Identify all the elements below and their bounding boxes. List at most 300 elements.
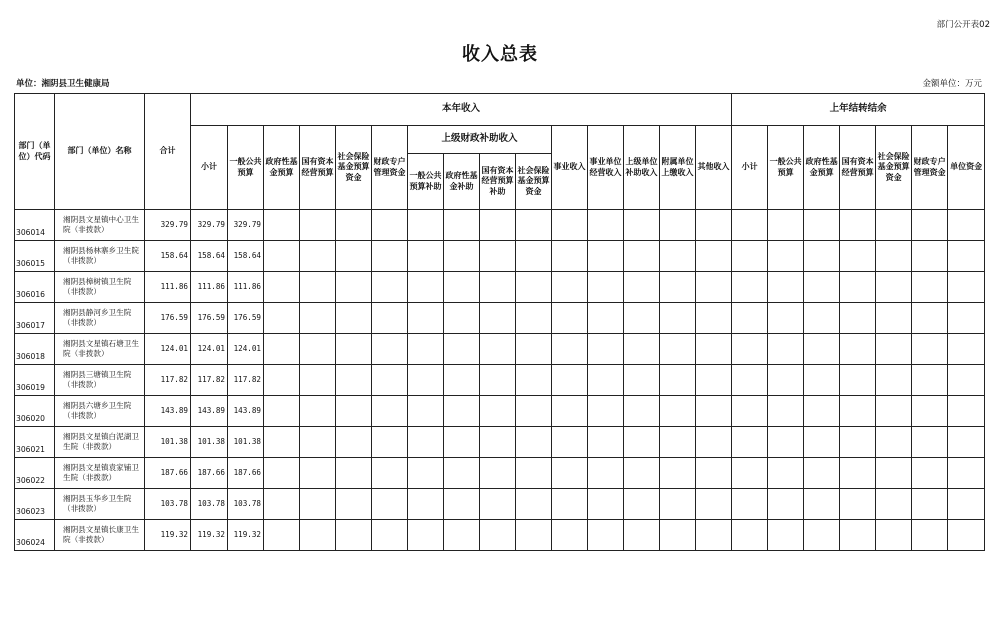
empty-cell [876, 365, 912, 396]
empty-cell [660, 210, 696, 241]
empty-cell [516, 520, 552, 551]
empty-cell [588, 365, 624, 396]
row-name-cell: 湘阴县杨林寨乡卫生院（非拨款） [55, 241, 145, 272]
empty-cell [552, 427, 588, 458]
empty-cell [732, 241, 768, 272]
empty-cell [552, 458, 588, 489]
row-subtotal-cell: 119.32 [191, 520, 228, 551]
empty-cell [336, 365, 372, 396]
empty-cell [768, 489, 804, 520]
empty-cell [804, 520, 840, 551]
empty-cell [516, 396, 552, 427]
empty-cell [264, 241, 300, 272]
empty-cell [696, 241, 732, 272]
empty-cell [480, 520, 516, 551]
row-name-cell: 湘阴县文星镇中心卫生院（非拨款） [55, 210, 145, 241]
empty-cell [444, 458, 480, 489]
row-total-cell: 158.64 [145, 241, 191, 272]
empty-cell [372, 396, 408, 427]
empty-cell [408, 365, 444, 396]
empty-cell [660, 458, 696, 489]
empty-cell [300, 272, 336, 303]
empty-cell [732, 272, 768, 303]
empty-cell [336, 396, 372, 427]
empty-cell [480, 489, 516, 520]
empty-cell [840, 489, 876, 520]
row-name-cell: 湘阴县文星镇石塘卫生院（非拨款） [55, 334, 145, 365]
header-sub-gov-fund: 政府性基金补助 [444, 154, 480, 210]
empty-cell [660, 427, 696, 458]
empty-cell [948, 520, 985, 551]
empty-cell [912, 303, 948, 334]
header-business-income: 事业收入 [552, 126, 588, 210]
row-code-cell: 306019 [15, 365, 55, 396]
empty-cell [408, 520, 444, 551]
header-prior-special: 财政专户管理资金 [912, 126, 948, 210]
empty-cell [372, 272, 408, 303]
empty-cell [264, 489, 300, 520]
empty-cell [768, 520, 804, 551]
header-gov-fund: 政府性基金预算 [264, 126, 300, 210]
empty-cell [912, 520, 948, 551]
empty-cell [264, 520, 300, 551]
empty-cell [876, 489, 912, 520]
empty-cell [264, 396, 300, 427]
empty-cell [840, 210, 876, 241]
empty-cell [480, 210, 516, 241]
empty-cell [552, 303, 588, 334]
empty-cell [516, 272, 552, 303]
empty-cell [408, 396, 444, 427]
empty-cell [660, 396, 696, 427]
header-prior-social: 社会保险基金预算资金 [876, 126, 912, 210]
row-subtotal-cell: 158.64 [191, 241, 228, 272]
empty-cell [804, 489, 840, 520]
table-row [15, 365, 985, 396]
empty-cell [732, 365, 768, 396]
empty-cell [480, 334, 516, 365]
empty-cell [624, 520, 660, 551]
row-name-cell: 湘阴县六塘乡卫生院（非拨款） [55, 396, 145, 427]
page-title: 收入总表 [462, 44, 538, 65]
empty-cell [660, 365, 696, 396]
row-total-cell: 119.32 [145, 520, 191, 551]
row-subtotal-cell: 117.82 [191, 365, 228, 396]
empty-cell [948, 303, 985, 334]
empty-cell [912, 334, 948, 365]
table-row [15, 272, 985, 303]
empty-cell [264, 427, 300, 458]
empty-cell [480, 303, 516, 334]
row-total-cell: 124.01 [145, 334, 191, 365]
empty-cell [300, 241, 336, 272]
empty-cell [300, 303, 336, 334]
row-general-budget-cell: 187.66 [228, 458, 264, 489]
empty-cell [948, 365, 985, 396]
empty-cell [624, 241, 660, 272]
empty-cell [444, 334, 480, 365]
empty-cell [948, 210, 985, 241]
empty-cell [480, 365, 516, 396]
empty-cell [948, 334, 985, 365]
row-general-budget-cell: 329.79 [228, 210, 264, 241]
unit-label: 单位：湘阴县卫生健康局 [16, 79, 110, 89]
empty-cell [696, 396, 732, 427]
empty-cell [912, 241, 948, 272]
empty-cell [876, 396, 912, 427]
empty-cell [264, 303, 300, 334]
table-row [15, 303, 985, 334]
empty-cell [336, 241, 372, 272]
money-unit-label: 金额单位：万元 [922, 79, 982, 89]
empty-cell [480, 458, 516, 489]
empty-cell [948, 241, 985, 272]
empty-cell [588, 427, 624, 458]
header-subtotal: 小计 [191, 126, 228, 210]
empty-cell [588, 272, 624, 303]
row-general-budget-cell: 101.38 [228, 427, 264, 458]
empty-cell [408, 303, 444, 334]
empty-cell [948, 458, 985, 489]
empty-cell [948, 272, 985, 303]
empty-cell [624, 365, 660, 396]
row-general-budget-cell: 103.78 [228, 489, 264, 520]
header-special-account: 财政专户管理资金 [372, 126, 408, 210]
empty-cell [588, 210, 624, 241]
empty-cell [840, 272, 876, 303]
empty-cell [444, 427, 480, 458]
table-row [15, 520, 985, 551]
empty-cell [300, 489, 336, 520]
empty-cell [732, 303, 768, 334]
table-row [15, 241, 985, 272]
empty-cell [660, 303, 696, 334]
empty-cell [804, 241, 840, 272]
header-superior-unit-subsidy: 上级单位补助收入 [624, 126, 660, 210]
empty-cell [372, 520, 408, 551]
empty-cell [552, 365, 588, 396]
empty-cell [444, 303, 480, 334]
empty-cell [876, 272, 912, 303]
empty-cell [804, 272, 840, 303]
table-row [15, 334, 985, 365]
empty-cell [804, 396, 840, 427]
header-name: 部门（单位）名称 [55, 94, 145, 210]
empty-cell [660, 489, 696, 520]
empty-cell [732, 458, 768, 489]
empty-cell [552, 396, 588, 427]
empty-cell [624, 334, 660, 365]
row-name-cell: 湘阴县文星镇袁家铺卫生院（非拨款） [55, 458, 145, 489]
row-subtotal-cell: 111.86 [191, 272, 228, 303]
header-current-year: 本年收入 [191, 94, 732, 126]
header-prior-subtotal: 小计 [732, 126, 768, 210]
empty-cell [696, 520, 732, 551]
empty-cell [336, 427, 372, 458]
empty-cell [480, 272, 516, 303]
row-general-budget-cell: 117.82 [228, 365, 264, 396]
header-sub-social: 社会保险基金预算资金 [516, 154, 552, 210]
empty-cell [336, 334, 372, 365]
row-code-cell: 306024 [15, 520, 55, 551]
row-code-cell: 306020 [15, 396, 55, 427]
empty-cell [912, 489, 948, 520]
empty-cell [732, 489, 768, 520]
empty-cell [732, 396, 768, 427]
empty-cell [840, 520, 876, 551]
empty-cell [768, 241, 804, 272]
empty-cell [876, 241, 912, 272]
empty-cell [588, 489, 624, 520]
empty-cell [732, 427, 768, 458]
empty-cell [516, 303, 552, 334]
row-code-cell: 306018 [15, 334, 55, 365]
empty-cell [804, 458, 840, 489]
empty-cell [696, 272, 732, 303]
header-prior-year: 上年结转结余 [732, 94, 985, 126]
header-business-operation: 事业单位经营收入 [588, 126, 624, 210]
row-subtotal-cell: 124.01 [191, 334, 228, 365]
empty-cell [696, 489, 732, 520]
row-name-cell: 湘阴县静河乡卫生院（非拨款） [55, 303, 145, 334]
empty-cell [912, 458, 948, 489]
empty-cell [336, 303, 372, 334]
form-code: 部门公开表02 [936, 20, 990, 30]
empty-cell [480, 427, 516, 458]
empty-cell [804, 334, 840, 365]
empty-cell [912, 365, 948, 396]
empty-cell [552, 520, 588, 551]
row-name-cell: 湘阴县三塘镇卫生院（非拨款） [55, 365, 145, 396]
empty-cell [660, 272, 696, 303]
empty-cell [804, 210, 840, 241]
empty-cell [444, 210, 480, 241]
header-other-income: 其他收入 [696, 126, 732, 210]
empty-cell [516, 210, 552, 241]
empty-cell [804, 427, 840, 458]
table-body [15, 210, 985, 551]
empty-cell [372, 458, 408, 489]
empty-cell [876, 303, 912, 334]
empty-cell [444, 241, 480, 272]
row-subtotal-cell: 101.38 [191, 427, 228, 458]
empty-cell [840, 303, 876, 334]
empty-cell [696, 365, 732, 396]
empty-cell [300, 520, 336, 551]
row-code-cell: 306017 [15, 303, 55, 334]
empty-cell [336, 210, 372, 241]
empty-cell [372, 427, 408, 458]
table-row [15, 210, 985, 241]
empty-cell [948, 489, 985, 520]
empty-cell [624, 396, 660, 427]
header-prior-general: 一般公共预算 [768, 126, 804, 210]
header-prior-gov-fund: 政府性基金预算 [804, 126, 840, 210]
income-summary-table [14, 93, 985, 551]
row-total-cell: 111.86 [145, 272, 191, 303]
empty-cell [876, 334, 912, 365]
header-prior-state-capital: 国有资本经营预算 [840, 126, 876, 210]
empty-cell [444, 489, 480, 520]
empty-cell [300, 334, 336, 365]
row-total-cell: 101.38 [145, 427, 191, 458]
row-general-budget-cell: 124.01 [228, 334, 264, 365]
empty-cell [840, 427, 876, 458]
table-row [15, 458, 985, 489]
empty-cell [264, 210, 300, 241]
empty-cell [408, 272, 444, 303]
empty-cell [840, 396, 876, 427]
empty-cell [336, 272, 372, 303]
empty-cell [408, 241, 444, 272]
empty-cell [912, 210, 948, 241]
empty-cell [732, 334, 768, 365]
empty-cell [588, 241, 624, 272]
row-name-cell: 湘阴县樟树镇卫生院（非拨款） [55, 272, 145, 303]
empty-cell [300, 427, 336, 458]
empty-cell [372, 210, 408, 241]
header-prior-unit-funds: 单位资金 [948, 126, 985, 210]
empty-cell [912, 396, 948, 427]
empty-cell [264, 272, 300, 303]
empty-cell [624, 458, 660, 489]
empty-cell [660, 241, 696, 272]
empty-cell [408, 458, 444, 489]
empty-cell [624, 427, 660, 458]
empty-cell [840, 365, 876, 396]
empty-cell [480, 241, 516, 272]
header-general-budget: 一般公共预算 [228, 126, 264, 210]
empty-cell [912, 272, 948, 303]
empty-cell [948, 427, 985, 458]
row-total-cell: 187.66 [145, 458, 191, 489]
row-total-cell: 103.78 [145, 489, 191, 520]
row-general-budget-cell: 158.64 [228, 241, 264, 272]
empty-cell [408, 334, 444, 365]
empty-cell [372, 365, 408, 396]
row-name-cell: 湘阴县文星镇长康卫生院（非拨款） [55, 520, 145, 551]
empty-cell [876, 458, 912, 489]
empty-cell [624, 303, 660, 334]
empty-cell [804, 303, 840, 334]
empty-cell [696, 427, 732, 458]
row-total-cell: 117.82 [145, 365, 191, 396]
row-subtotal-cell: 176.59 [191, 303, 228, 334]
row-name-cell: 湘阴县文星镇白泥湖卫生院（非拨款） [55, 427, 145, 458]
empty-cell [300, 458, 336, 489]
empty-cell [588, 458, 624, 489]
empty-cell [264, 334, 300, 365]
empty-cell [912, 427, 948, 458]
empty-cell [300, 365, 336, 396]
empty-cell [372, 241, 408, 272]
empty-cell [444, 520, 480, 551]
empty-cell [768, 365, 804, 396]
header-sub-general: 一般公共预算补助 [408, 154, 444, 210]
empty-cell [624, 272, 660, 303]
row-general-budget-cell: 176.59 [228, 303, 264, 334]
empty-cell [876, 427, 912, 458]
empty-cell [336, 520, 372, 551]
row-subtotal-cell: 103.78 [191, 489, 228, 520]
empty-cell [444, 272, 480, 303]
row-code-cell: 306014 [15, 210, 55, 241]
row-general-budget-cell: 111.86 [228, 272, 264, 303]
empty-cell [516, 334, 552, 365]
row-total-cell: 329.79 [145, 210, 191, 241]
header-state-capital: 国有资本经营预算 [300, 126, 336, 210]
empty-cell [768, 396, 804, 427]
header-sub-state-capital: 国有资本经营预算补助 [480, 154, 516, 210]
header-superior-subsidy: 上级财政补助收入 [408, 126, 552, 154]
empty-cell [516, 489, 552, 520]
empty-cell [552, 272, 588, 303]
empty-cell [516, 241, 552, 272]
empty-cell [768, 427, 804, 458]
empty-cell [408, 427, 444, 458]
header-social-insurance: 社会保险基金预算资金 [336, 126, 372, 210]
empty-cell [768, 303, 804, 334]
row-total-cell: 143.89 [145, 396, 191, 427]
empty-cell [408, 210, 444, 241]
empty-cell [264, 458, 300, 489]
empty-cell [732, 520, 768, 551]
empty-cell [660, 520, 696, 551]
empty-cell [444, 365, 480, 396]
row-subtotal-cell: 329.79 [191, 210, 228, 241]
empty-cell [300, 210, 336, 241]
empty-cell [948, 396, 985, 427]
row-name-cell: 湘阴县玉华乡卫生院（非拨款） [55, 489, 145, 520]
table-row [15, 489, 985, 520]
empty-cell [840, 458, 876, 489]
empty-cell [588, 334, 624, 365]
row-subtotal-cell: 143.89 [191, 396, 228, 427]
empty-cell [372, 489, 408, 520]
empty-cell [588, 520, 624, 551]
empty-cell [552, 489, 588, 520]
empty-cell [876, 210, 912, 241]
header-code: 部门（单位）代码 [15, 94, 55, 210]
empty-cell [516, 427, 552, 458]
row-code-cell: 306022 [15, 458, 55, 489]
empty-cell [624, 489, 660, 520]
empty-cell [732, 210, 768, 241]
empty-cell [444, 396, 480, 427]
row-general-budget-cell: 143.89 [228, 396, 264, 427]
row-code-cell: 306016 [15, 272, 55, 303]
empty-cell [516, 458, 552, 489]
table-row [15, 427, 985, 458]
row-total-cell: 176.59 [145, 303, 191, 334]
empty-cell [552, 210, 588, 241]
empty-cell [552, 334, 588, 365]
row-general-budget-cell: 119.32 [228, 520, 264, 551]
empty-cell [696, 210, 732, 241]
row-code-cell: 306021 [15, 427, 55, 458]
empty-cell [372, 334, 408, 365]
header-total: 合计 [145, 94, 191, 210]
empty-cell [624, 210, 660, 241]
empty-cell [840, 241, 876, 272]
empty-cell [516, 365, 552, 396]
row-code-cell: 306015 [15, 241, 55, 272]
table-row [15, 396, 985, 427]
empty-cell [408, 489, 444, 520]
empty-cell [588, 303, 624, 334]
empty-cell [696, 303, 732, 334]
empty-cell [768, 272, 804, 303]
